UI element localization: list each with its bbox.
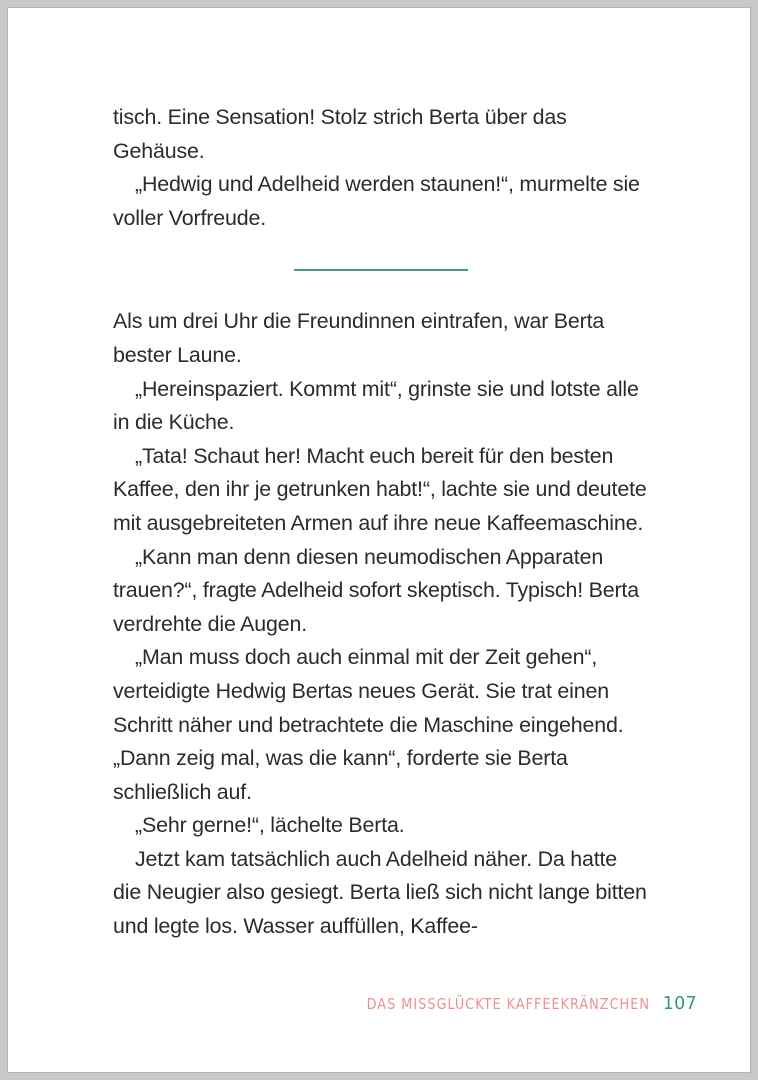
paragraph: tisch. Eine Sensation! Stolz strich Berta über das Gehäuse. (113, 105, 567, 163)
section-divider-rule (294, 269, 468, 271)
paragraph: „Kann man denn diesen neumodischen Apparaten trauen?“, fragte Adelheid sofort skeptisch. Typisch! Berta verdrehte die Augen. (113, 544, 639, 636)
paragraph: Jetzt kam tatsächlich auch Adelheid näher. Da hatte die Neugier also gesiegt. Berta ließ sich nicht lange bitten und legte los. Wasser auffüllen, Kaffee- (113, 846, 647, 939)
section-break (113, 235, 649, 305)
book-page (7, 7, 751, 1073)
paragraph: „Sehr gerne!“, lächelte Berta. (135, 813, 405, 838)
paragraph: „Man muss doch auch einmal mit der Zeit gehen“, verteidigte Hedwig Bertas neues Gerät. Sie trat einen Schritt näher und betrachtete die Maschine eingehend. „Dann zeig mal, was die kann“, forderte sie Berta schließlich auf. (113, 645, 624, 804)
paragraph: „Hereinspaziert. Kommt mit“, grinste sie und lotste alle in die Küche. (113, 376, 639, 435)
footer-page-number: 107 (662, 994, 697, 1014)
footer-chapter-title: DAS MISSGLÜCKTE KAFFEEKRÄNZCHEN (366, 995, 650, 1013)
paragraph: „Hedwig und Adelheid werden staunen!“, murmelte sie voller Vorfreude. (113, 172, 640, 230)
paragraph: „Tata! Schaut her! Macht euch bereit für den besten Kaffee, den ihr je getrunken habt!“, lachte sie und deutete mit ausgebreiteten Armen auf ihre neue Kaffeemaschine. (113, 443, 647, 535)
page-footer (8, 994, 750, 1014)
page-text-body (113, 101, 649, 944)
paragraph: Als um drei Uhr die Freundinnen eintrafen, war Berta bester Laune. (113, 309, 605, 367)
